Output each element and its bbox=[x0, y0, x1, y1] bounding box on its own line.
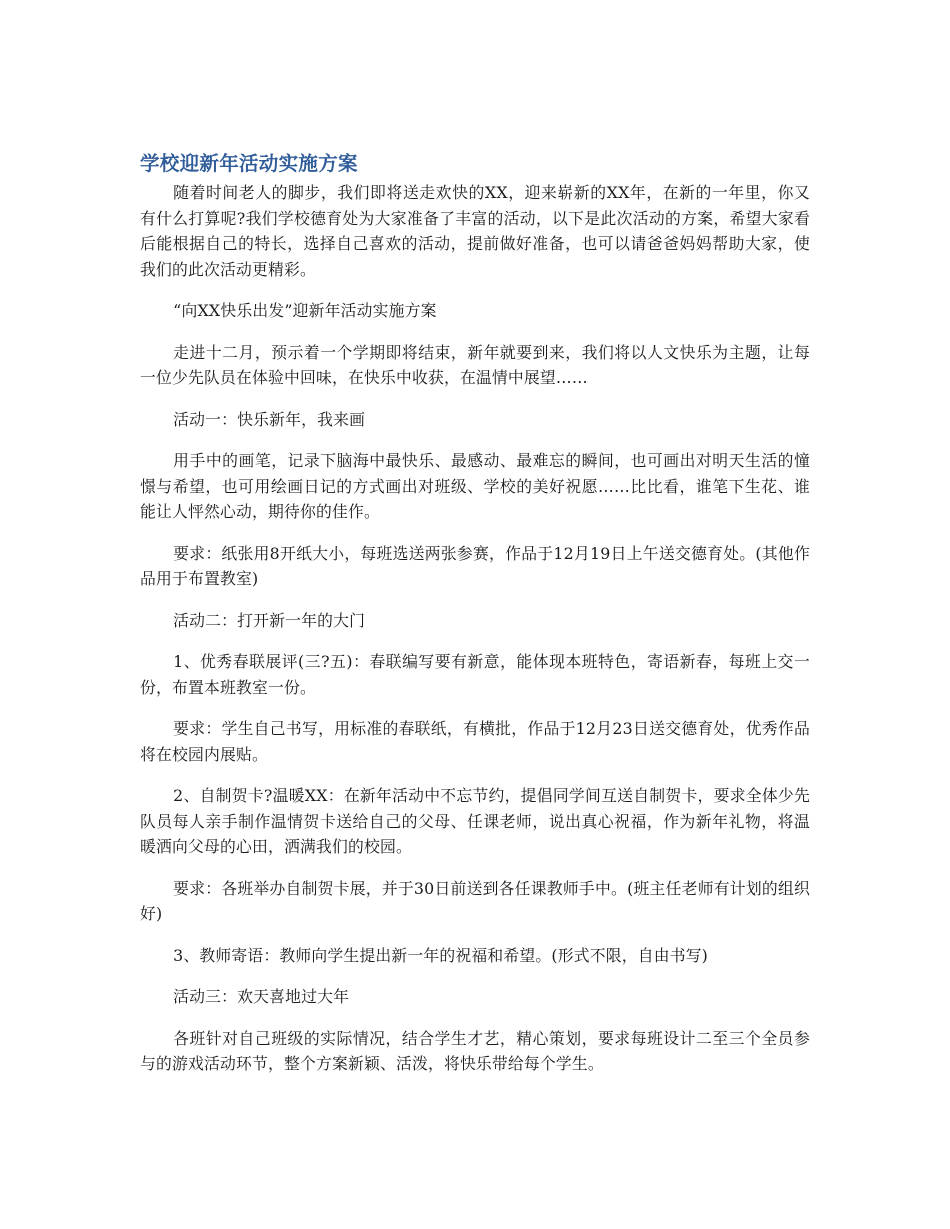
plan-subtitle: “向XX快乐出发”迎新年活动实施方案 bbox=[173, 301, 437, 320]
intro-paragraph: 随着时间老人的脚步，我们即将送走欢快的XX，迎来崭新的XX年，在新的一年里，你又有什么打算呢?我们学校德育处为大家准备了丰富的活动，以下是此次活动的方案，希望大家看后能根据自己的特长，选择自己喜欢的活动，提前做好准备，也可以请爸爸妈妈帮助大家，使我们的此次活动更精彩。 bbox=[140, 183, 810, 279]
document-title: 学校迎新年活动实施方案 bbox=[140, 152, 358, 175]
couplet-requirement: 要求：学生自己书写，用标准的春联纸，有横批，作品于12月23日送交德育处，优秀作品将在校园内展贴。 bbox=[140, 719, 810, 764]
activity-one-heading: 活动一：快乐新年，我来画 bbox=[173, 409, 366, 429]
document-page bbox=[140, 150, 810, 1093]
activity-one-description: 用手中的画笔，记录下脑海中最快乐、最感动、最难忘的瞬间，也可画出对明天生活的憧憬与希望，也可用绘画日记的方式画出对班级、学校的美好祝愿……比比看，谁笔下生花、谁能让人怦然心动，期待你的佳作。 bbox=[140, 451, 810, 521]
greeting-card-requirement: 要求：各班举办自制贺卡展，并于30日前送到各任课教师手中。(班主任老师有计划的组织好) bbox=[140, 878, 810, 923]
couplet-item: 1、优秀春联展评(三?五)：春联编写要有新意，能体现本班特色，寄语新春，每班上交一份，布置本班教室一份。 bbox=[140, 652, 810, 697]
overview-paragraph: 走进十二月，预示着一个学期即将结束，新年就要到来，我们将以人文快乐为主题，让每一位少先队员在体验中回味，在快乐中收获，在温情中展望…… bbox=[140, 342, 810, 387]
activity-three-description: 各班针对自己班级的实际情况，结合学生才艺，精心策划，要求每班设计二至三个全员参与的游戏活动环节，整个方案新颖、活泼，将快乐带给每个学生。 bbox=[140, 1028, 810, 1073]
activity-two-heading: 活动二：打开新一年的大门 bbox=[173, 610, 366, 630]
greeting-card-item: 2、自制贺卡?温暖XX：在新年活动中不忘节约，提倡同学间互送自制贺卡，要求全体少先队员每人亲手制作温情贺卡送给自己的父母、任课老师，说出真心祝福，作为新年礼物，将温暖洒向父母的心田，洒满我们的校园。 bbox=[140, 786, 810, 856]
teacher-message-item: 3、教师寄语：教师向学生提出新一年的祝福和希望。(形式不限，自由书写) bbox=[173, 945, 709, 965]
activity-one-requirement: 要求：纸张用8开纸大小，每班选送两张参赛，作品于12月19日上午送交德育处。(其他作品用于布置教室) bbox=[140, 543, 810, 588]
activity-three-heading: 活动三：欢天喜地过大年 bbox=[173, 987, 350, 1006]
